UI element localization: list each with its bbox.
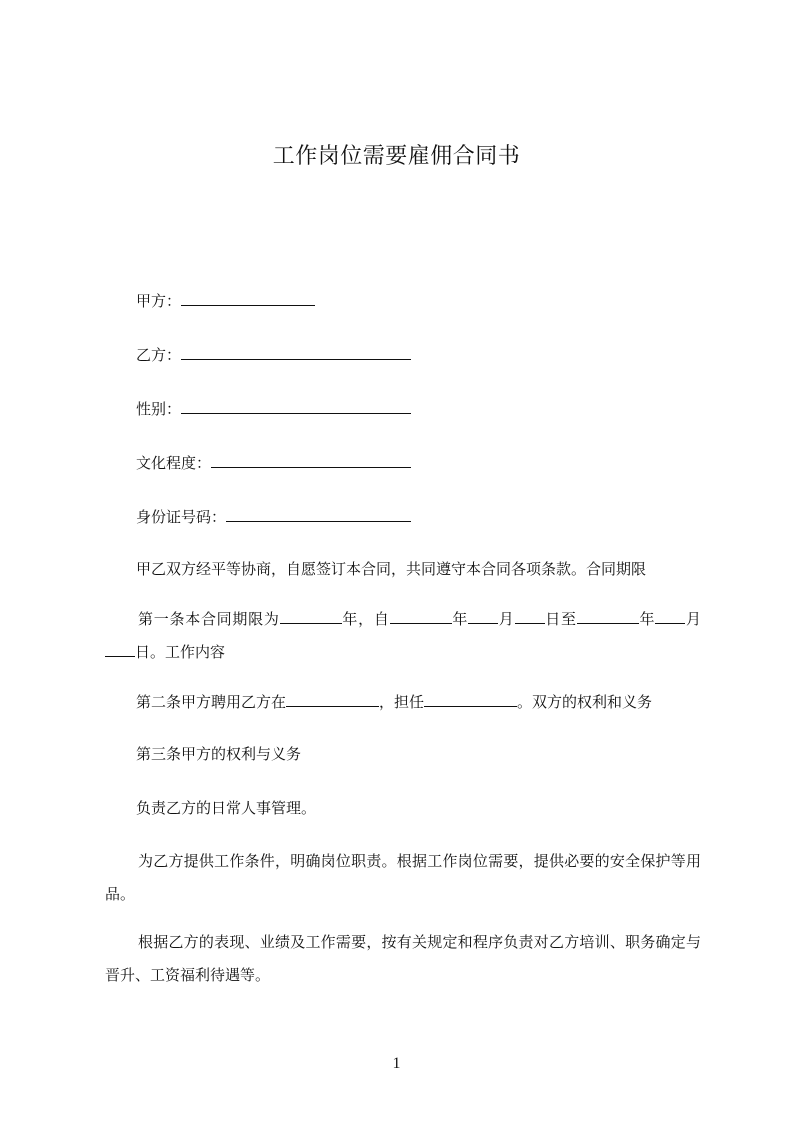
article-1-blank-start-year — [390, 608, 452, 624]
article-2-blank-department — [286, 691, 379, 707]
party-a-label: 甲方： — [136, 292, 182, 310]
party-a-blank — [181, 290, 315, 306]
article-1-blank-start-day — [515, 608, 545, 624]
party-b-label: 乙方： — [136, 346, 182, 364]
article-2-text-3: 。双方的权利和义务 — [517, 693, 653, 711]
article-1-paragraph — [105, 603, 701, 669]
article-1-blank-start-month — [468, 608, 498, 624]
clause-2-paragraph: 为乙方提供工作条件，明确岗位职责。根据工作岗位需要，提供必要的安全保护等用品。 — [105, 852, 701, 903]
gender-label: 性别： — [136, 400, 182, 418]
article-1-blank-end-month — [655, 608, 685, 624]
id-number-blank — [226, 506, 411, 522]
article-2-text-2: ，担任 — [379, 693, 425, 711]
article-1-text-5: 日至 — [544, 610, 577, 628]
clause-1-paragraph: 负责乙方的日常人事管理。 — [136, 799, 317, 817]
article-1-text-2: 年，自 — [341, 610, 390, 628]
article-2-text-1: 第二条甲方聘用乙方在 — [136, 693, 287, 711]
article-1-text-1: 第一条本合同期限为 — [138, 610, 280, 628]
article-1-text-6: 年 — [638, 610, 656, 628]
article-1-text-7: 月 — [685, 610, 701, 628]
gender-blank — [181, 398, 411, 414]
clause-3-paragraph: 根据乙方的表现、业绩及工作需要，按有关规定和程序负责对乙方培训、职务确定与晋升、工资福利待遇等。 — [105, 933, 701, 984]
article-2-blank-position — [424, 691, 517, 707]
article-3-heading: 第三条甲方的权利与义务 — [136, 745, 302, 763]
id-number-label: 身份证号码： — [136, 508, 227, 526]
party-b-blank — [181, 344, 411, 360]
article-1-text-4: 月 — [498, 610, 515, 628]
article-1-blank-end-year — [577, 608, 639, 624]
gender-line — [136, 398, 411, 419]
page-number: 1 — [392, 1055, 401, 1072]
education-line — [136, 452, 411, 473]
document-title: 工作岗位需要雇佣合同书 — [272, 144, 521, 169]
education-label: 文化程度： — [136, 454, 212, 472]
party-a-line — [136, 290, 315, 311]
party-b-line — [136, 344, 411, 365]
article-2-paragraph — [136, 691, 652, 712]
intro-paragraph: 甲乙双方经平等协商，自愿签订本合同，共同遵守本合同各项条款。合同期限 — [136, 560, 647, 578]
education-blank — [211, 452, 411, 468]
article-1-blank-years — [280, 608, 342, 624]
article-1-text-8: 日。工作内容 — [135, 643, 226, 661]
article-1-blank-end-day — [105, 641, 135, 657]
article-1-text-3: 年 — [451, 610, 469, 628]
id-number-line — [136, 506, 411, 527]
